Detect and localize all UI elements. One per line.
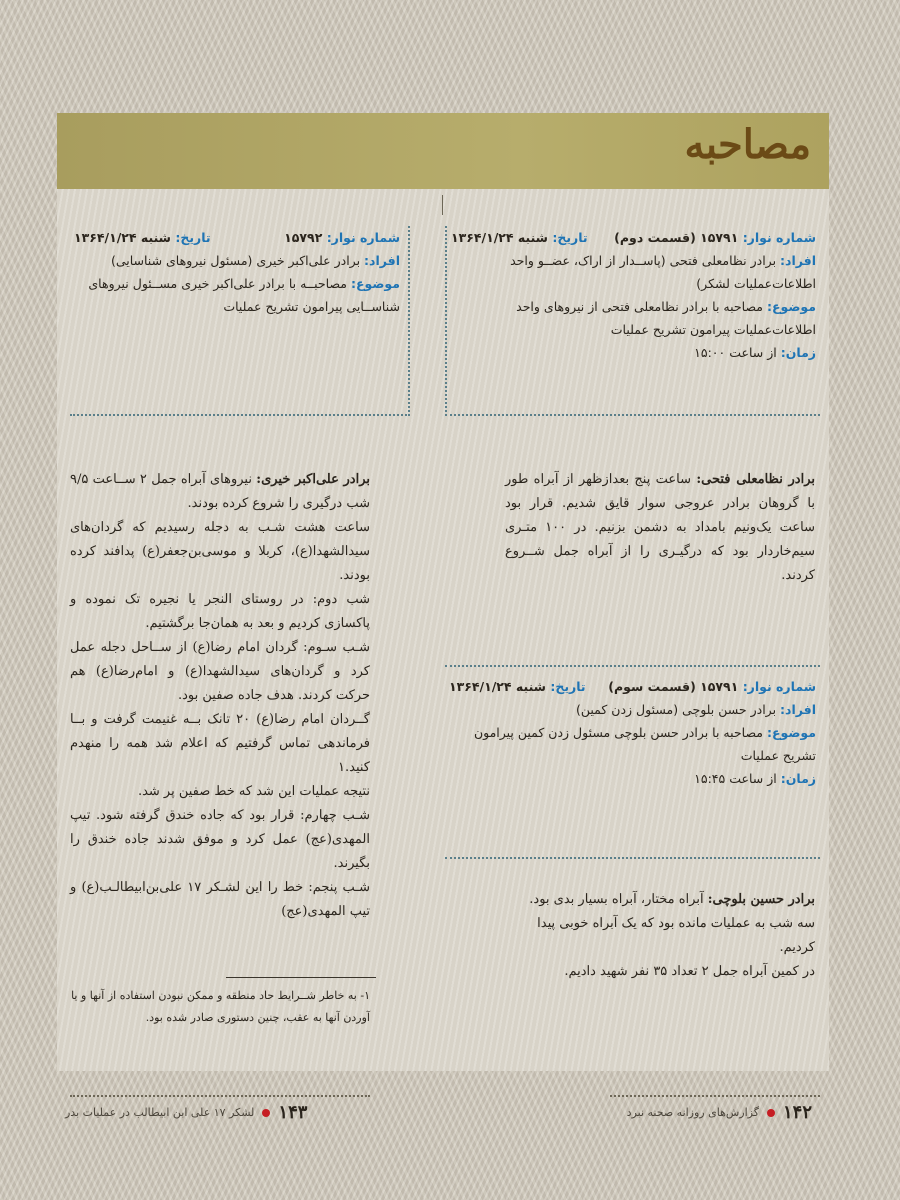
people-row: افراد: برادر علی‌اکبر خیری (مسئول نیروهای شناسایی) <box>110 253 400 268</box>
page-footer-right <box>627 1102 812 1123</box>
footer-rule-right <box>610 1095 820 1097</box>
footnote: ۱- به خاطر شــرایط حاد منطقه و ممکن نبودن استفاده از آنها و یا آوردن آنها به عقب، چنین دستوری صادر شده بود. <box>71 989 370 1024</box>
tape-row: شماره نوار: ۱۵۷۹۲ تاریخ: شنبه ۱۳۶۴/۱/۲۴ <box>74 230 400 245</box>
tape-info-box-1 <box>445 226 820 416</box>
page-footer-left <box>65 1102 307 1123</box>
tape-row: شماره نوار: ۱۵۷۹۱ (قسمت سوم) تاریخ: شنبه ۱۳۶۴/۱/۲۴ <box>449 679 816 694</box>
bullet-dot-icon <box>262 1109 270 1117</box>
subject-row: موضوع: مصاحبــه با برادر علی‌اکبر خیری مســئول نیروهای شناســایی پیرامون تشریح عملیات <box>88 276 400 314</box>
time-row: زمان: از ساعت ۱۵:۰۰ <box>694 345 816 360</box>
speaker-name: برادر علی‌اکبر خیری: <box>256 472 370 487</box>
running-title: لشکر ۱۷ علی ابن ابیطالب در عملیات بدر <box>65 1106 255 1119</box>
bullet-dot-icon <box>767 1109 775 1117</box>
speaker-name: برادر حسین بلوچی: <box>707 892 815 907</box>
page-number: ۱۴۳ <box>278 1102 308 1123</box>
interview-body-2: برادر حسین بلوچی: آبراه مختار، آبراه بسیار بدی بود. سه شب به عملیات مانده بود که یک آبراه خوبی پیدا کردیم. در کمین آبراه جمل ۲ تعداد ۳۵ نفر شهید دادیم. <box>529 892 815 979</box>
time-row: زمان: از ساعت ۱۵:۴۵ <box>694 771 816 786</box>
footer-rule-left <box>70 1095 370 1097</box>
people-row: افراد: برادر حسن بلوچی (مسئول زدن کمین) <box>575 702 816 717</box>
page-number: ۱۴۲ <box>782 1102 812 1123</box>
subject-row: موضوع: مصاحبه با برادر نظامعلی فتحی از نیروهای واحد اطلاعات‌عملیات پیرامون تشریح عملیات <box>516 299 816 337</box>
speaker-name: برادر نظامعلی فتحی: <box>696 472 815 487</box>
column-divider <box>442 195 443 215</box>
interview-body-3: برادر علی‌اکبر خیری: نیروهای آبراه جمل ۲ ســاعت ۹/۵ شب درگیری را شروع کرده بودند. ساعت هشت شـب به دجله رسیدیم که گردان‌های سیدالشهدا(ع)، کربلا و موسی‌بن‌جعفر(ع) پدافند کرده بودند. شب دوم: در روستای النجر یا نجیره تک نموده و پاکسازی کردیم و بعد به همان‌جا برگشتیم. شـب سـوم: گردان امام رضا(ع) از ســاحل دجله عمل کرد و گردان‌های سیدالشهدا(ع) و امام‌رضا(ع) هم حرکت کردند. هدف جاده صفین بود. گــردان امام رضا(ع) ۲۰ تانک بــه غنیمت گرفت و بــا فرماندهی تماس گرفتیم که اعلام شد همه را منهدم کنید.۱ نتیجه عملیات این شد که خط صفین پر شد. شـب چهارم: قرار بود که جاده خندق گرفته شود. تیپ المهدی(عج) عمل کرد و موفق شدند جاده خندق را بگیرند. شـب پنجم: خط را این لشـکر ۱۷ علی‌بن‌ابیطالـب(ع) و تیپ المهدی(عج) <box>70 472 370 919</box>
people-row: افراد: برادر نظامعلی فتحی (پاســدار از اراک، عضــو واحد اطلاعات‌عملیات لشکر) <box>510 253 816 291</box>
interview-body-1: برادر نظامعلی فتحی: ساعت پنج بعدازظهر از آبراه طور با گروهان برادر عروجی سوار قایق شدیم. قرار بود ساعت یک‌ونیم بامداد به دشمن بزنیم. در ۱۰۰ متـری سیم‌خاردار بود که درگیـری را از آبراه جمل شــروع کردند. <box>505 472 815 583</box>
subject-row: موضوع: مصاحبه با برادر حسن بلوچی مسئول زدن کمین پیرامون تشریح عملیات <box>473 725 816 763</box>
tape-row: شماره نوار: ۱۵۷۹۱ (قسمت دوم) تاریخ: شنبه ۱۳۶۴/۱/۲۴ <box>451 230 816 245</box>
tape-info-box-3 <box>70 226 410 416</box>
footnote-rule <box>226 977 376 978</box>
section-title: مصاحبه <box>684 121 811 168</box>
section-banner <box>57 113 829 189</box>
running-title: گزارش‌های روزانه صحنه نبرد <box>626 1106 759 1119</box>
tape-info-box-2 <box>445 665 820 859</box>
